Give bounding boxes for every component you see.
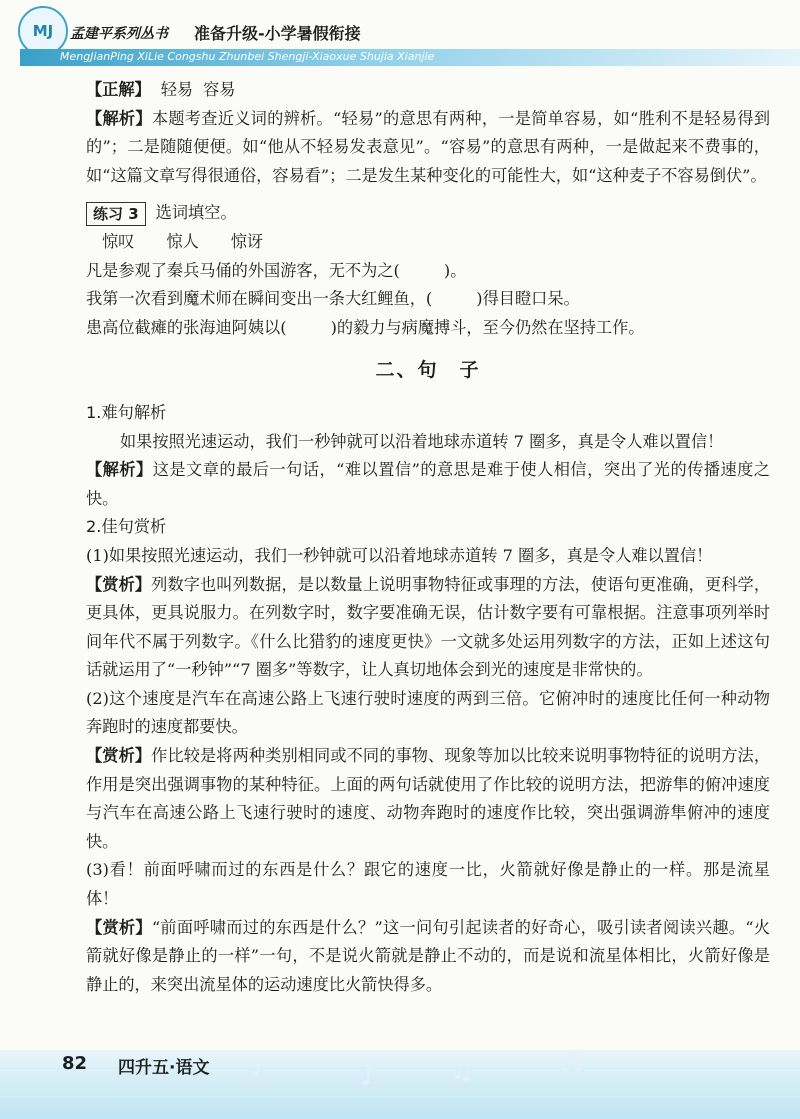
music-note-icon: ♬ <box>560 1048 584 1078</box>
music-note-icon: ♫ <box>450 1056 474 1086</box>
word-choices <box>86 228 770 257</box>
part-1-analysis: 【解析】这是文章的最后一句话，“难以置信”的意思是难于使人相信，突出了光的传播速度之快。 <box>86 460 770 508</box>
section-title: 二、句 子 <box>375 359 481 382</box>
answer-word-2: 容易 <box>203 80 236 99</box>
book-title: 准备升级-小学暑假衔接 <box>194 24 361 43</box>
page-number: 82 <box>62 1053 88 1074</box>
fill-sentence-2: 我第一次看到魔术师在瞬间变出一条大红鲤鱼，( )得目瞪口呆。 <box>86 289 580 309</box>
page-header <box>0 0 800 80</box>
series-name: 孟建平系列丛书 <box>70 26 168 42</box>
footer-subject: 四升五·语文 <box>118 1058 210 1078</box>
appreciation-sentence-2: (2)这个速度是汽车在高速公路上飞速行驶时速度的两到三倍。它俯冲时的速度比任何一种动物奔跑时的速度都要快。 <box>86 688 770 737</box>
exercise-instruction: 选词填空。 <box>155 203 237 223</box>
music-note-icon: ♪ <box>360 1062 377 1092</box>
header-pinyin: MengJianPing XiLie Congshu Zhunbei Shengji-Xiaoxue Shujia Xianjie <box>60 50 435 63</box>
footer-stripe <box>0 1096 800 1097</box>
exercise-label: 练习 3 <box>86 202 146 226</box>
answer-label: 【正解】 <box>86 80 151 99</box>
appreciation-3: 【赏析】“前面呼啸而过的东西是什么？”这一问句引起读者的好奇心，吸引读者阅读兴趣。“火箭就好像是静止的一样”一句，不是说火箭就是静止不动的，而是说和流星体相比，火箭好像是静止的，来突出流星体的运动速度比火箭快得多。 <box>86 917 771 994</box>
analysis-text: 本题考查近义词的辨析。“轻易”的意思有两种，一是简单容易，如“胜利不是轻易得到的”；二是随随便便。如“他从不轻易发表意见”。“容易”的意思有两种，一是做起来不费事的，如“这篇文章写得很通俗，容易看”；二是发生某种变化的可能性大，如“这种麦子不容易倒伏”。 <box>86 108 771 185</box>
part-1-heading: 1.难句解析 <box>86 402 167 422</box>
exercise-3 <box>86 199 770 228</box>
choice-word: 惊叹 <box>102 231 135 251</box>
choice-word: 惊讶 <box>230 231 264 251</box>
page-content <box>86 76 770 999</box>
part-2-heading: 2.佳句赏析 <box>86 517 167 537</box>
answer-word-1: 轻易 <box>160 80 194 99</box>
fill-sentence-1: 凡是参观了秦兵马俑的外国游客，无不为之( )。 <box>86 260 467 280</box>
appreciation-sentence-3: (3)看！前面呼啸而过的东西是什么？跟它的速度一比，火箭就好像是静止的一样。那是流星体！ <box>86 860 770 909</box>
appreciation-1: 【赏析】列数字也叫列数据，是以数量上说明事物特征或事理的方法，使语句更准确，更科学，更具体，更具说服力。在列数字时，数字要准确无误，估计数字要有可靠根据。注意事项列举时间年代不属于列数字。《什么比猎豹的速度更快》一文就多处运用列数字的方法，正如上述这句话就运用了“一秒钟”“7 圈多”等数字，让人真切地体会到光的速度是非常快的。 <box>86 574 771 680</box>
fill-sentence-3: 患高位截瘫的张海迪阿姨以( )的毅力与病魔搏斗，至今仍然在坚持工作。 <box>86 317 645 337</box>
choice-word: 惊人 <box>166 231 199 251</box>
footer-stripe <box>0 1082 800 1083</box>
difficult-sentence: 如果按照光速运动，我们一秒钟就可以沿着地球赤道转 7 圈多，真是令人难以置信！ <box>120 431 724 451</box>
appreciation-2: 【赏析】作比较是将两种类别相同或不同的事物、现象等加以比较来说明事物特征的说明方法，作用是突出强调事物的某种特征。上面的两句话就使用了作比较的说明方法，把游隼的俯冲速度与汽车在高速公路上飞速行驶时的速度、动物奔跑时的速度作比较，突出强调游隼俯冲的速度快。 <box>86 746 771 851</box>
appreciation-sentence-1: (1)如果按照光速运动，我们一秒钟就可以沿着地球赤道转 7 圈多，真是令人难以置信！ <box>86 545 713 565</box>
music-note-icon: ♩ <box>250 1052 263 1082</box>
correct-answer <box>86 76 770 105</box>
analysis-paragraph <box>86 105 770 191</box>
publisher-logo: MJ <box>18 6 68 56</box>
analysis-label: 【解析】 <box>86 108 152 128</box>
